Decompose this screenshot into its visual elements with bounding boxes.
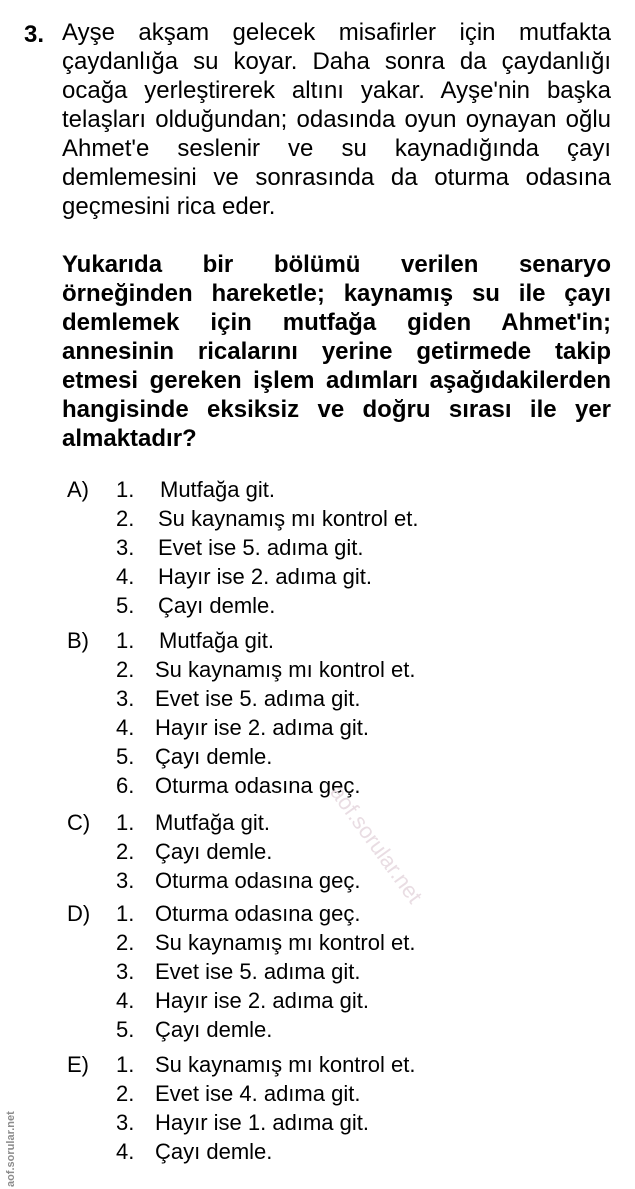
option-b[interactable]	[67, 626, 587, 800]
option-letter: D)	[67, 901, 91, 926]
scenario-paragraph: Ayşe akşam gelecek misafirler için mutfakta çaydanlığa su koyar. Daha sonra da çaydanlığı ocağa yerleştirerek altını yakar. Ayşe'nin başka telaşları olduğundan; odasında oyun oynayan oğlu Ahmet'e seslenir ve su kaynadığında çayı demlemesini ve sonrasında da oturma odasına geçmesini rica eder.	[62, 19, 611, 220]
step-item	[67, 899, 587, 928]
step-text: Çayı demle.	[155, 1017, 273, 1042]
option-steps	[67, 1050, 587, 1166]
step-number: 1.	[116, 477, 135, 502]
step-number: 2.	[116, 930, 135, 955]
step-number: 3.	[116, 535, 135, 560]
step-number: 3.	[116, 868, 135, 893]
step-item	[67, 1108, 587, 1137]
step-number: 1.	[116, 628, 135, 653]
step-item	[67, 1015, 587, 1044]
step-number: 1.	[116, 901, 135, 926]
step-text: Evet ise 5. adıma git.	[155, 959, 361, 984]
option-letter: B)	[67, 628, 89, 653]
option-d[interactable]	[67, 899, 587, 1044]
question-stem: Yukarıda bir bölümü verilen senaryo örneğinden hareketle; kaynamış su ile çayı demlemek için mutfağa giden Ahmet'in; annesinin ricalarını yerine getirmede takip etmesi gereken işlem adımları aşağıdakilerden hangisinde eksiksiz ve doğru sırası ile yer almaktadır?	[62, 251, 611, 452]
step-number: 4.	[116, 564, 135, 589]
option-a[interactable]	[67, 475, 587, 620]
step-number: 2.	[116, 506, 135, 531]
step-number: 2.	[116, 839, 135, 864]
step-text: Oturma odasına geç.	[155, 901, 361, 926]
step-item	[67, 1079, 587, 1108]
step-number: 3.	[116, 686, 135, 711]
side-watermark: aof.sorular.net	[5, 1111, 17, 1187]
step-text: Çayı demle.	[155, 1139, 273, 1164]
step-item	[67, 713, 587, 742]
step-text: Su kaynamış mı kontrol et.	[158, 506, 419, 531]
option-letter: A)	[67, 477, 89, 502]
step-item	[67, 684, 587, 713]
option-steps	[67, 626, 587, 800]
step-item	[67, 533, 587, 562]
step-text: Hayır ise 2. adıma git.	[155, 715, 369, 740]
step-number: 4.	[116, 988, 135, 1013]
step-item	[67, 1137, 587, 1166]
step-number: 4.	[116, 1139, 135, 1164]
diagonal-watermark: aof.sorular.net	[325, 780, 428, 908]
step-text: Hayır ise 2. adıma git.	[155, 988, 369, 1013]
step-text: Evet ise 5. adıma git.	[158, 535, 364, 560]
step-item	[67, 626, 587, 655]
option-letter: C)	[67, 810, 91, 835]
step-item	[67, 928, 587, 957]
option-steps	[67, 808, 587, 895]
step-number: 2.	[116, 1081, 135, 1106]
step-text: Evet ise 5. adıma git.	[155, 686, 361, 711]
step-item	[67, 808, 587, 837]
option-steps	[67, 899, 587, 1044]
step-text: Hayır ise 1. adıma git.	[155, 1110, 369, 1135]
step-number: 5.	[116, 1017, 135, 1042]
option-e[interactable]	[67, 1050, 587, 1166]
option-letter: E)	[67, 1052, 89, 1077]
step-text: Su kaynamış mı kontrol et.	[155, 657, 416, 682]
step-item	[67, 866, 587, 895]
step-number: 2.	[116, 657, 135, 682]
step-number: 5.	[116, 593, 135, 618]
step-text: Mutfağa git.	[155, 810, 270, 835]
step-item	[67, 837, 587, 866]
option-steps	[67, 475, 587, 620]
step-number: 5.	[116, 744, 135, 769]
step-number: 1.	[116, 810, 135, 835]
step-text: Hayır ise 2. adıma git.	[158, 564, 372, 589]
step-text: Çayı demle.	[155, 839, 273, 864]
step-text: Oturma odasına geç.	[155, 868, 361, 893]
step-item	[67, 475, 587, 504]
step-number: 3.	[116, 1110, 135, 1135]
step-item	[67, 957, 587, 986]
step-text: Çayı demle.	[155, 744, 273, 769]
question-number: 3.	[24, 21, 45, 48]
step-item	[67, 655, 587, 684]
step-item	[67, 504, 587, 533]
step-text: Mutfağa git.	[160, 477, 275, 502]
step-item	[67, 742, 587, 771]
step-item	[67, 986, 587, 1015]
step-text: Su kaynamış mı kontrol et.	[155, 930, 416, 955]
step-text: Çayı demle.	[158, 593, 276, 618]
step-number: 1.	[116, 1052, 135, 1077]
step-item	[67, 1050, 587, 1079]
step-number: 3.	[116, 959, 135, 984]
step-text: Evet ise 4. adıma git.	[155, 1081, 361, 1106]
step-text: Mutfağa git.	[159, 628, 274, 653]
option-c[interactable]	[67, 808, 587, 895]
step-text: Oturma odasına geç.	[155, 773, 361, 798]
step-number: 6.	[116, 773, 135, 798]
step-text: Su kaynamış mı kontrol et.	[155, 1052, 416, 1077]
step-item	[67, 591, 587, 620]
step-item	[67, 562, 587, 591]
step-number: 4.	[116, 715, 135, 740]
